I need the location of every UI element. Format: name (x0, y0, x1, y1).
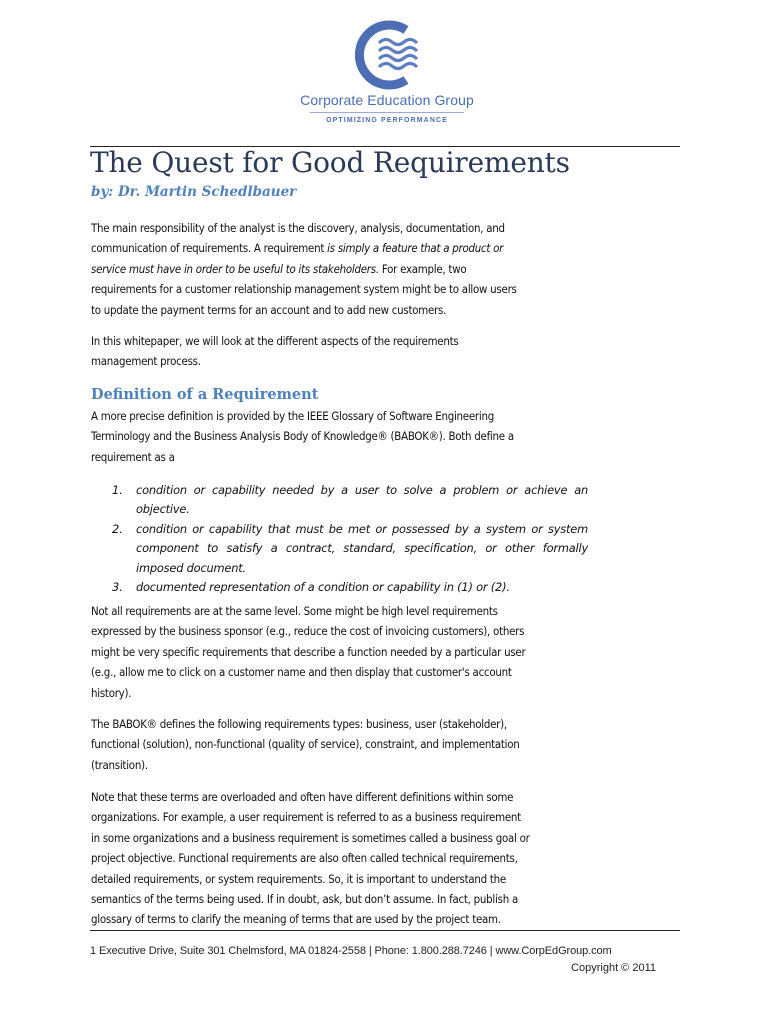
list-item (112, 520, 588, 578)
section-heading: Definition of a Requirement (91, 386, 319, 403)
text-line: communication of requirements. A requirement is simply a feature that a product or (91, 241, 504, 256)
list-number: 2. (112, 521, 123, 536)
list-item (112, 578, 588, 597)
text-line: expressed by the business sponsor (e.g., reduce the cost of invoicing customers), others (91, 624, 525, 639)
definition-list (112, 481, 588, 597)
whitepaper-paragraph (91, 331, 591, 372)
text-line: (e.g., allow me to click on a customer name and then display that customer's account (91, 665, 512, 680)
page-title: The Quest for Good Requirements (90, 146, 570, 179)
list-number: 1. (112, 483, 123, 497)
company-tagline: OPTIMIZING PERFORMANCE (326, 117, 448, 124)
text-line: detailed requirements, or system requirements. So, it is important to understand the (91, 871, 506, 886)
text-line: The BABOK® defines the following requirements types: business, user (stakeholder), (91, 717, 507, 731)
text-line: requirements for a customer relationship management system might be to allow users (91, 282, 517, 297)
list-number: 3. (112, 580, 123, 595)
text-line: semantics of the terms being used. If in doubt, ask, but don’t assume. In fact, publish a (91, 892, 518, 907)
text-line: (transition). (91, 757, 148, 772)
text-line: to update the payment terms for an account and to add new customers. (91, 302, 447, 317)
footer-divider (90, 930, 680, 931)
text-line: history). (91, 685, 132, 700)
wave-c-logo-icon (350, 18, 424, 92)
text-line: functional (solution), non-functional (quality of service), constraint, and implementation (91, 737, 520, 752)
text-line: Note that these terms are overloaded and often have different definitions within some (91, 790, 514, 804)
text-line: Not all requirements are at the same level. Some might be high level requirements (91, 604, 498, 618)
text-line: The main responsibility of the analyst is the discovery, analysis, documentation, and (91, 221, 505, 235)
text-line: in some organizations and a business requirement is sometimes called a business goal or (91, 830, 530, 845)
list-text: condition or capability that must be met or possessed by a system or system component to satisfy a contract, standard, specification, or other formally imposed document. (136, 521, 588, 575)
text-line: Terminology and the Business Analysis Body of Knowledge® (BABOK®). Both define a (91, 429, 514, 444)
footer-copyright: Copyright © 2011 (571, 962, 656, 974)
terms-paragraph (91, 787, 591, 930)
logo-divider (310, 112, 464, 113)
definition-paragraph (91, 406, 591, 467)
list-text: documented representation of a condition or capability in (1) or (2). (136, 580, 510, 595)
text-line: glossary of terms to clarify the meaning of terms that are used by the project team. (91, 912, 501, 927)
text-line: requirement as a (91, 449, 175, 464)
babok-paragraph (91, 714, 591, 775)
footer-contact: 1 Executive Drive, Suite 301 Chelmsford, MA 01824-2558 | Phone: 1.800.288.7246 | www.CorpEdGroup.com (90, 945, 612, 957)
author-byline: by: Dr. Martin Schedlbauer (91, 184, 297, 200)
text-line: management process. (91, 354, 201, 369)
list-item (112, 481, 588, 520)
company-name: Corporate Education Group (300, 92, 474, 108)
text-line: service must have in order to be useful to its stakeholders. For example, two (91, 261, 467, 276)
text-line: organizations. For example, a user requirement is referred to as a business requirement (91, 810, 521, 825)
text-line: project objective. Functional requirements are also often called technical requirements, (91, 851, 518, 866)
levels-paragraph (91, 601, 591, 703)
intro-paragraph (91, 218, 591, 320)
text-line: In this whitepaper, we will look at the different aspects of the requirements (91, 334, 459, 348)
company-logo (300, 16, 474, 128)
text-line: might be very specific requirements that describe a function needed by a particular user (91, 644, 526, 659)
text-line: A more precise definition is provided by the IEEE Glossary of Software Engineering (91, 409, 494, 423)
list-text: condition or capability needed by a user to solve a problem or achieve an objective. (136, 483, 588, 517)
